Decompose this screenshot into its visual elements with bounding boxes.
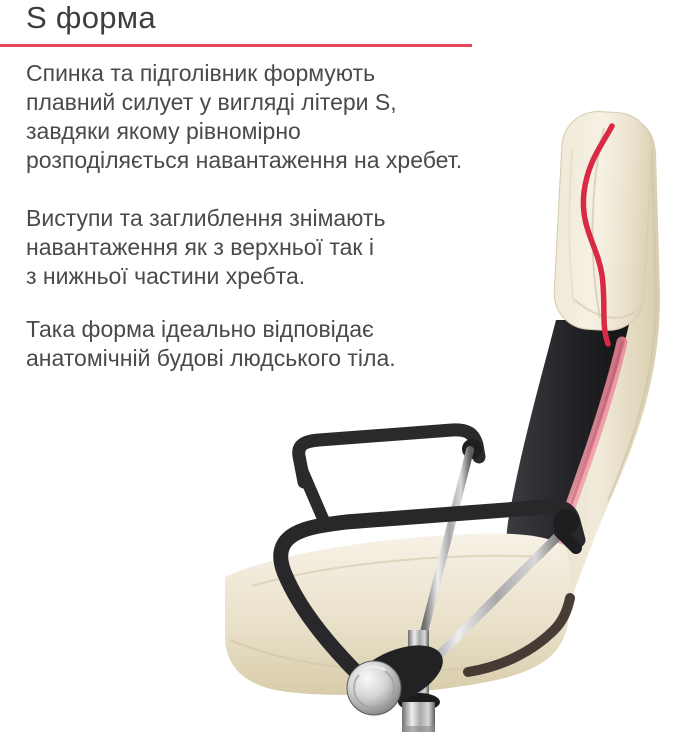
- text-line: Спинка та підголівник формують: [26, 60, 376, 86]
- text-line: з нижньої частини хребта.: [26, 263, 306, 289]
- text-line: розподіляється навантаження на хребет.: [26, 147, 463, 173]
- text-line: Виступи та заглиблення знімають: [26, 205, 386, 231]
- description-paragraph-1: [26, 59, 526, 175]
- description-paragraph-3: [26, 315, 526, 373]
- text-line: анатомічній будові людського тіла.: [26, 345, 396, 371]
- text-line: навантаження як з верхньої так і: [26, 234, 374, 260]
- text-line: плавний силует у вигляді літери S,: [26, 89, 397, 115]
- text-line: Така форма ідеально відповідає: [26, 316, 374, 342]
- accent-underline: [0, 44, 472, 47]
- text-line: завдяки якому рівномірно: [26, 118, 301, 144]
- section-title: S форма: [26, 0, 156, 35]
- description-paragraph-2: [26, 204, 526, 291]
